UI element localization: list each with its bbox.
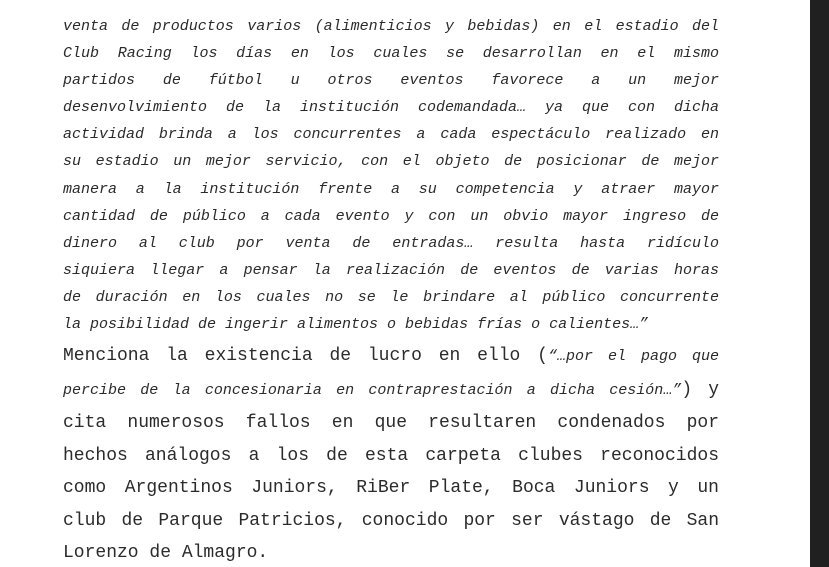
body-line: cita numerosos fallos en que resultaren condenados por xyxy=(63,413,719,433)
body-text-plain: ) y xyxy=(681,379,720,400)
body-line: Lorenzo de Almagro. xyxy=(63,543,269,563)
body-line xyxy=(63,340,719,374)
viewer-scrollbar-edge[interactable] xyxy=(810,0,829,567)
block-quote xyxy=(63,13,719,338)
quote-line: actividad brinda a los concurrentes a cada espectáculo realizado en xyxy=(63,126,719,144)
body-line xyxy=(63,374,719,408)
quote-line: desenvolvimiento de la institución codemandada… ya que con dicha xyxy=(63,99,719,117)
quote-line: la posibilidad de ingerir alimentos o bebidas frías o calientes…” xyxy=(63,316,649,334)
quote-line: partidos de fútbol u otros eventos favorece a un mejor xyxy=(63,72,719,90)
body-paragraph xyxy=(63,340,719,567)
quote-line: cantidad de público a cada evento y con un obvio mayor ingreso de xyxy=(63,207,719,225)
quote-line: siquiera llegar a pensar la realización de eventos de varias horas xyxy=(63,261,719,279)
quote-line: venta de productos varios (alimenticios y bebidas) en el estadio del xyxy=(63,18,719,35)
body-line: club de Parque Patricios, conocido por ser vástago de San xyxy=(63,510,719,531)
quote-line: su estadio un mejor servicio, con el objeto de posicionar de mejor xyxy=(63,153,719,171)
inline-quote: “…por el pago que xyxy=(547,348,720,365)
body-text-plain: Menciona la existencia de lucro en ello ( xyxy=(63,346,548,366)
quote-line: Club Racing los días en los cuales se desarrollan en el mismo xyxy=(63,45,719,63)
quote-line: dinero al club por venta de entradas… resulta hasta ridículo xyxy=(63,234,719,252)
inline-quote: percibe de la concesionaria en contraprestación a dicha cesión…” xyxy=(63,381,682,399)
quote-line: manera a la institución frente a su competencia y atraer mayor xyxy=(63,180,719,198)
body-line: como Argentinos Juniors, RiBer Plate, Boca Juniors y un xyxy=(63,478,719,498)
quote-line: de duración en los cuales no se le brindare al público concurrente xyxy=(63,288,719,306)
body-line: hechos análogos a los de esta carpeta clubes reconocidos xyxy=(63,445,719,466)
